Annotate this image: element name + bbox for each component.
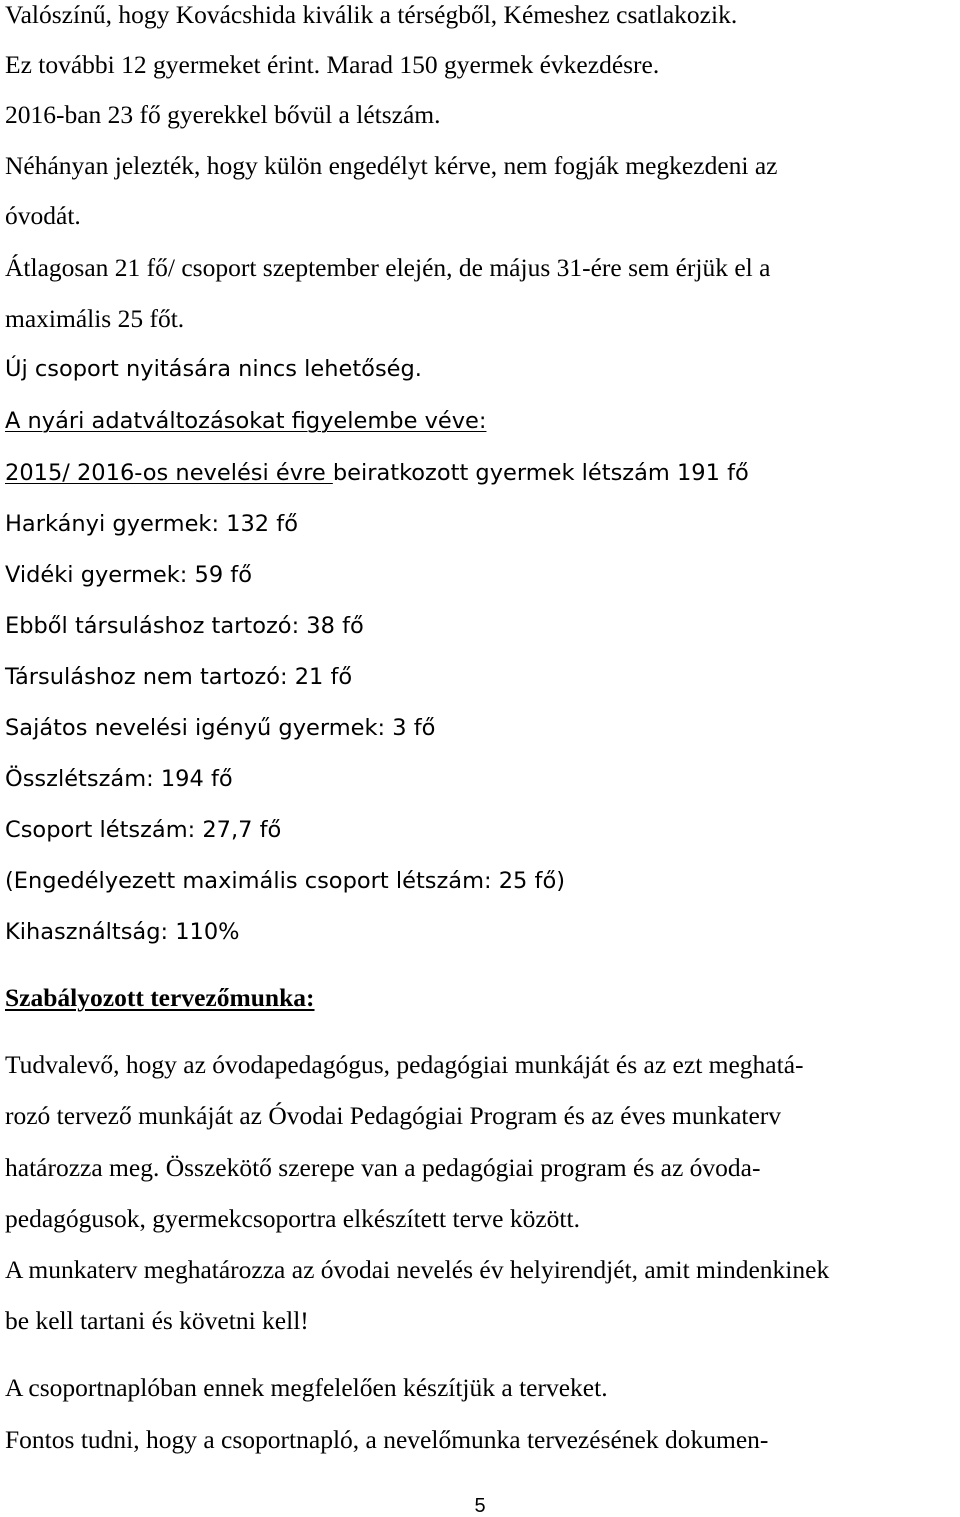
school-year-label: 2015/ 2016-os nevelési évre <box>5 460 333 486</box>
section-title: Szabályozott tervezőmunka: <box>5 983 315 1012</box>
stat-line: Kihasználtság: 110% <box>5 919 240 945</box>
text-line: határozza meg. Összekötő szerepe van a pedagógiai program és az óvoda- <box>5 1153 761 1182</box>
text-line: Néhányan jelezték, hogy külön engedélyt kérve, nem fogják megkezdeni az <box>5 151 778 180</box>
enrolled-line <box>5 462 749 485</box>
stat-line: Társuláshoz nem tartozó: 21 fő <box>5 664 353 690</box>
text-line: Fontos tudni, hogy a csoportnapló, a nevelőmunka tervezésének dokumen- <box>5 1425 769 1454</box>
text-line: Tudvalevő, hogy az óvodapedagógus, pedagógiai munkáját és az ezt meghatá- <box>5 1050 804 1079</box>
text-line: Valószínű, hogy Kovácshida kiválik a térségből, Kémeshez csatlakozik. <box>5 0 738 29</box>
text-line: rozó tervező munkáját az Óvodai Pedagógiai Program és az éves munkaterv <box>5 1101 782 1130</box>
text-line: be kell tartani és követni kell! <box>5 1306 309 1335</box>
text-line: Átlagosan 21 fő/ csoport szeptember elején, de május 31-ére sem érjük el a <box>5 253 771 282</box>
page-number: 5 <box>474 1495 486 1517</box>
text-line: A csoportnaplóban ennek megfelelően készítjük a terveket. <box>5 1373 608 1402</box>
stat-line: Sajátos nevelési igényű gyermek: 3 fő <box>5 715 436 741</box>
text-line: 2016-ban 23 fő gyerekkel bővül a létszám. <box>5 100 441 129</box>
text-line: Ez további 12 gyermeket érint. Marad 150 gyermek évkezdésre. <box>5 50 660 79</box>
enrolled-count: beiratkozott gyermek létszám 191 fő <box>332 460 749 486</box>
stat-line: Vidéki gyermek: 59 fő <box>5 562 252 588</box>
text-line: Új csoport nyitására nincs lehetőség. <box>5 356 422 382</box>
text-line: óvodát. <box>5 201 81 230</box>
text-line: maximális 25 főt. <box>5 304 185 333</box>
stat-line: Ebből társuláshoz tartozó: 38 fő <box>5 613 364 639</box>
text-line: pedagógusok, gyermekcsoportra elkészített terve között. <box>5 1204 580 1233</box>
stat-line: (Engedélyezett maximális csoport létszám: 25 fő) <box>5 868 565 894</box>
text-line: A munkaterv meghatározza az óvodai nevelés év helyirendjét, amit mindenkinek <box>5 1255 830 1284</box>
stat-line: Csoport létszám: 27,7 fő <box>5 817 282 843</box>
stat-line: Összlétszám: 194 fő <box>5 766 233 792</box>
summer-heading: A nyári adatváltozásokat figyelembe véve: <box>5 408 487 434</box>
stat-line: Harkányi gyermek: 132 fő <box>5 511 298 537</box>
